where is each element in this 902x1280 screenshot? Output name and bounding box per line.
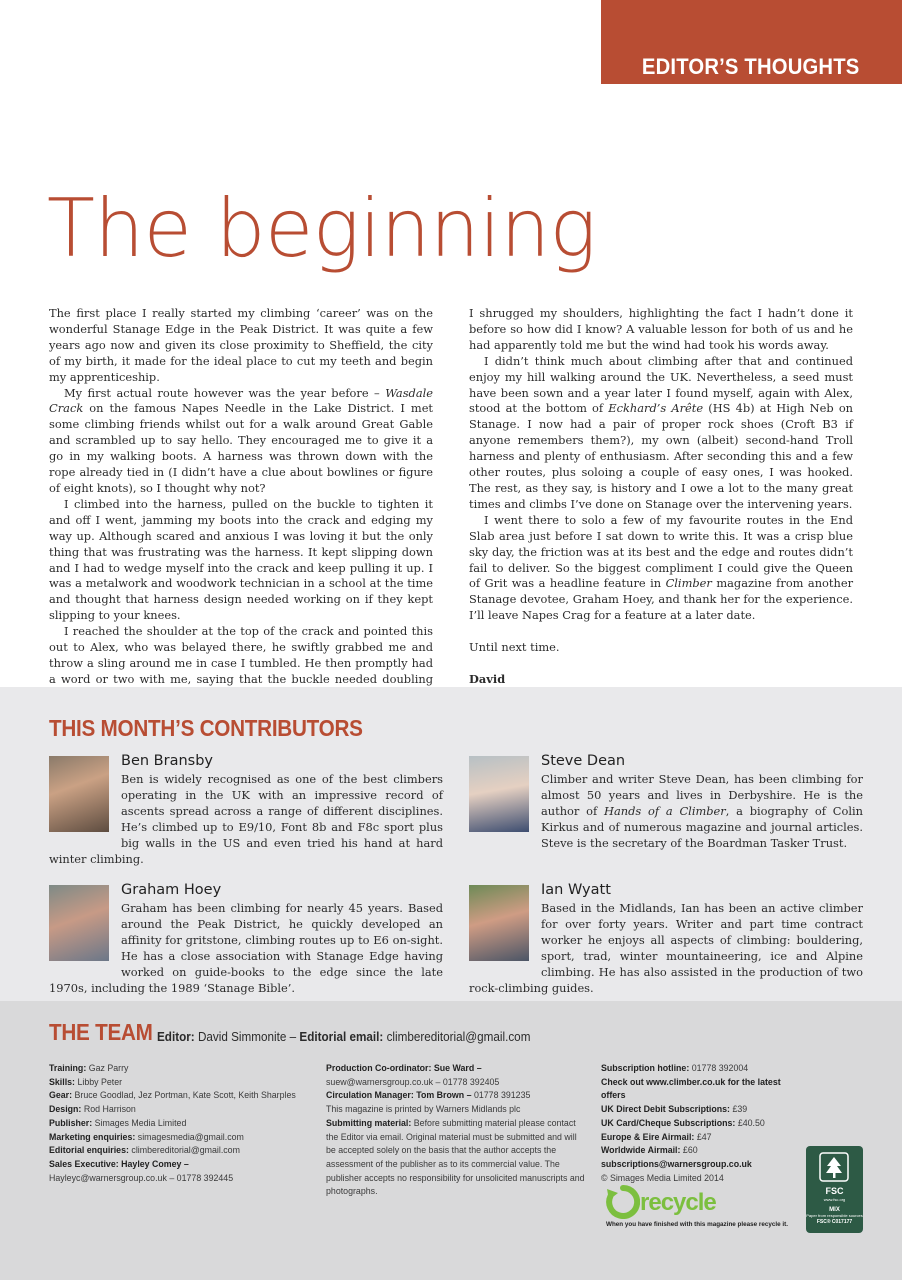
recycle-caption: When you have finished with this magazine please recycle it. [606,1221,788,1228]
credit-line: Submitting material: Before submitting material please contact the Editor via email. Original material must be submitted and will be accepted solely on the basis that the author accepts the assessment of the publisher as to its commercial value. The publisher accepts no responsibility for unsolicited manuscripts and photographs. [326,1117,585,1198]
team-subscriptions-column [601,1062,785,1185]
route-name: Wasdale Crack [49,385,434,416]
contributors-section [0,687,902,1001]
team-production-column [326,1062,588,1199]
paragraph: I reached the shoulder at the top of the crack and pointed this out to Alex, who was belayed there, he swiftly grabbed me and throw a sling around me in case I tumbled. He then promptly had a word or two with me, saying that the buckle needed doubling [49,624,433,686]
credit-line: Check out www.climber.co.uk for the latest offers [601,1076,781,1102]
paragraph: I went there to solo a few of my favourite routes in the End Slab area just before I sat down to write this. It was a crisp blue sky day, the friction was at its best and the edge and routes didn’t fail to deliver. So the biggest compliment I could give the Queen of Grit was a headline feature in Climber magazine from another Stanage devotee, Graham Hoey, and thank her for the experience. I’ll leave Napes Crag for a feature at a later date. [469,512,854,623]
contributor-card [49,753,443,867]
contributor-card [49,882,443,996]
signature: David [469,672,506,687]
section-tab [601,0,902,84]
contributor-name: Ben Bransby [121,753,213,769]
contributor-photo [469,885,529,961]
credit-line: Marketing enquiries: simagesmedia@gmail.com [49,1131,244,1143]
contributor-name: Steve Dean [541,753,626,769]
article-column-left [49,306,433,720]
credit-line: UK Card/Cheque Subscriptions: £40.50 [601,1117,765,1129]
credit-line: Gear: Bruce Goodlad, Jez Portman, Kate Scott, Keith Sharples [49,1090,296,1102]
closing-line: Until next time. [469,640,560,655]
contributor-bio: Climber and writer Steve Dean, has been climbing for almost 50 years and lives in Derbyshire. He is the author of Hands of a Climber, a biography of Colin Kirkus and of numerous magazine and journal articles. Steve is the secretary of the Boardman Tasker Trust. [541,772,863,850]
tree-icon [819,1152,849,1182]
contributor-photo [49,885,109,961]
team-title: THE TEAM [49,1019,153,1045]
credit-line: Training: Gaz Parry [49,1063,129,1074]
credit-line: suew@warnersgroup.co.uk – 01778 392405 [326,1076,500,1088]
credit-line: Circulation Manager: Tom Brown – 01778 391235 [326,1090,531,1102]
credit-line: Worldwide Airmail: £60 [601,1145,698,1157]
paragraph: My first actual route however was the year before – Wasdale Crack on the famous Napes Needle in the Lake District. I met some climbing friends whilst out for a walk around Great Gable and scrambled up to say hello. They encouraged me to give it a go in my walking boots. A harness was thrown down with the rope already tied in (I didn’t have a clue about bowlines or figure of eight knots), so I thought why not? [49,385,434,495]
contributor-photo [49,756,109,832]
contributor-bio: Based in the Midlands, Ian has been an active climber for over forty years. Writer and part time contract worker he enjoys all aspects of climbing: bouldering, sport, trad, winter mountaineering, ice and Alpine climbing. He has also assisted in the production of two rock-climbing guides. [469,901,863,995]
credit-line: subscriptions@warnersgroup.co.uk [601,1158,752,1170]
headline: The beginning [47,182,597,275]
contributors-title: THIS MONTH’S CONTRIBUTORS [49,715,363,741]
credit-line: Editorial enquiries: climbereditorial@gmail.com [49,1145,240,1157]
credit-line: Skills: Libby Peter [49,1076,123,1088]
credit-line: Production Co-ordinator: Sue Ward – [326,1063,482,1074]
credit-line: Europe & Eire Airmail: £47 [601,1131,712,1143]
contributor-name: Graham Hoey [121,882,222,898]
credit-line: Hayleyc@warnersgroup.co.uk – 01778 392445 [49,1172,234,1184]
contributor-photo [469,756,529,832]
credit-line: This magazine is printed by Warners Midlands plc [326,1104,521,1116]
contributor-card [469,882,863,996]
credit-line: UK Direct Debit Subscriptions: £39 [601,1104,748,1116]
contributor-bio: Ben is widely recognised as one of the best climbers operating in the UK with an impressive record of ascents spread across a range of different disciplines. He’s climbed up to E9/10, Font 8b and F8c sport plus big walls in the US and even tried his hand at hard winter climbing. [49,772,443,866]
editor-line: Editor: David Simmonite – Editorial email: climbereditorial@gmail.com [157,1029,531,1044]
credit-line: Subscription hotline: 01778 392004 [601,1063,749,1074]
recycle-word: recycle [640,1189,716,1216]
contributor-card [469,753,863,851]
article-column-right [469,306,853,688]
team-section [0,1001,902,1280]
credit-line: Publisher: Simages Media Limited [49,1117,187,1129]
fsc-logo: FSC www.fsc.org MIX Paper from responsible sources FSC® C017177 [806,1146,863,1233]
credit-line: © Simages Media Limited 2014 [601,1172,724,1184]
credit-line: Sales Executive: Hayley Comey – [49,1158,189,1170]
credit-line: Design: Rod Harrison [49,1104,136,1116]
team-credits-column [49,1062,297,1185]
paragraph: I didn’t think much about climbing after that and continued enjoy my hill walking around the UK. Nevertheless, a seed must have been sown and a year later I found myself, again with Alex, stood at the bottom of Eckhard’s Arête (HS 4b) at High Neb on Stanage. I now had a pair of proper rock shoes (Croft B3 if anyone remembers them?), my own (albeit) second-hand Troll harness and plenty of enthusiasm. After seconding this and a few other routes, plus soloing a couple of easy ones, I was hooked. The rest, as they say, is history and I owe a lot to the many great times and climbs I’ve done on Stanage over the intervening years. [469,353,854,511]
paragraph: I climbed into the harness, pulled on the buckle to tighten it and off I went, jamming my boots into the crack and edging my way up. Although scared and anxious I was loving it but the only thing that was frustrating was the harness. It kept slipping down and I had to wedge myself into the crack and keep pulling it up. I was a metalwork and woodwork technician in a school at the time and thought that harness design needed working on if they kept slipping to your knees. [49,496,433,623]
magazine-name: Climber [665,576,712,591]
book-title: Hands of a Climber [604,804,726,818]
recycle-logo [606,1185,796,1233]
paragraph: The first place I really started my climbing ‘career’ was on the wonderful Stanage Edge in the Peak District. It was quite a few years ago now and given its close proximity to Sheffield, the city of my birth, it made for the ideal place to cut my teeth and begin my apprenticeship. [49,306,433,384]
contributor-name: Ian Wyatt [541,882,611,898]
paragraph: I shrugged my shoulders, highlighting the fact I hadn’t done it before so how did I know? A valuable lesson for both of us and he had apparently told me but the wind had took his words away. [469,306,853,352]
contributor-bio: Graham has been climbing for nearly 45 years. Based around the Peak District, he quickly developed an affinity for gritstone, climbing routes up to E6 on-sight. He has a close association with Stanage Edge having worked on guide-books to the edge since the late 1970s, including the 1989 ‘Stanage Bible’. [49,901,443,995]
route-name: Eckhard’s Arête [608,401,704,416]
editor-email: climbereditorial@gmail.com [386,1029,531,1044]
section-tab-label: EDITOR’S THOUGHTS [641,54,859,79]
recycle-icon [606,1185,640,1219]
